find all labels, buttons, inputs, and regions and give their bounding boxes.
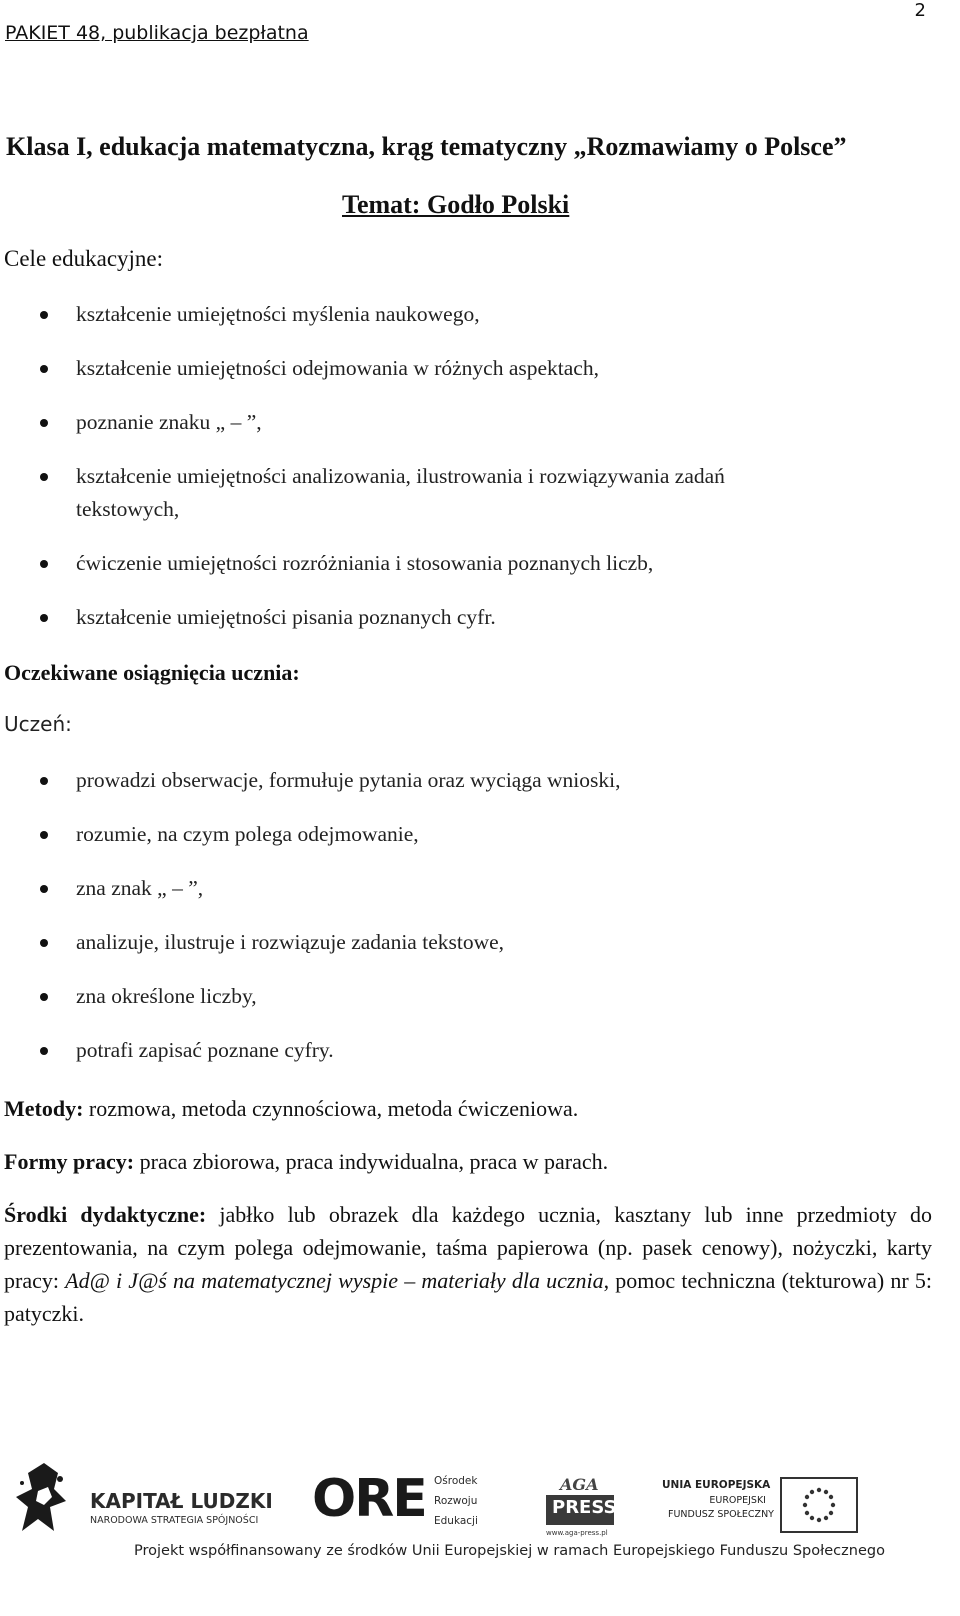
list-item-text: kształcenie umiejętności odejmowania w różnych aspektach,: [76, 356, 599, 380]
eu-flag-icon: [780, 1477, 858, 1533]
press-mark: PRESS: [552, 1497, 617, 1518]
list-item: [0, 601, 900, 634]
ore-mark: ORE: [312, 1469, 426, 1529]
ore-word-1: Ośrodek: [434, 1475, 478, 1487]
list-item: [0, 460, 900, 526]
didactic-means-text: jabłko lub obrazek dla każdego ucznia, kasztany lub inne przedmioty do prezentowania, na czym polega odejmowanie, taśma papierowa (np. pasek cenowy), nożyczki, karty pracy:: [4, 1202, 933, 1293]
kapital-ludzki-subtitle: NARODOWA STRATEGIA SPÓJNOŚCI: [90, 1515, 259, 1526]
bullet-icon: [40, 777, 48, 785]
didactic-means-text-end: , pomoc techniczna (tekturowa) nr 5: patyczki.: [4, 1268, 932, 1326]
didactic-means-paragraph: [4, 1198, 932, 1330]
work-forms-paragraph: [4, 1145, 932, 1178]
list-item: [0, 818, 900, 851]
eu-line-2: EUROPEJSKI: [709, 1495, 766, 1506]
course-title: Klasa I, edukacja matematyczna, krąg tematyczny „Rozmawiamy o Polsce”: [6, 132, 847, 161]
list-item-text: zna określone liczby,: [76, 984, 257, 1008]
bullet-icon: [40, 939, 48, 947]
bullet-icon: [40, 993, 48, 1001]
list-item: [0, 406, 900, 439]
bullet-icon: [40, 831, 48, 839]
eu-title: UNIA EUROPEJSKA: [662, 1479, 771, 1491]
list-item-text: analizuje, ilustruje i rozwiązuje zadania tekstowe,: [76, 930, 505, 954]
bullet-icon: [40, 560, 48, 568]
list-item: [0, 764, 900, 797]
work-forms-text: praca zbiorowa, praca indywidualna, praca w parach.: [134, 1149, 609, 1174]
list-item: [0, 1034, 900, 1067]
list-item-text: kształcenie umiejętności myślenia naukowego,: [76, 302, 480, 326]
list-item-text: potrafi zapisać poznane cyfry.: [76, 1038, 334, 1062]
page-number: 2: [914, 0, 926, 21]
list-item: [0, 547, 900, 580]
methods-paragraph: [4, 1092, 932, 1125]
goals-list: [0, 298, 900, 655]
footer-logos: [0, 1455, 960, 1616]
work-forms-label: Formy pracy:: [4, 1149, 135, 1174]
methods-label: Metody:: [4, 1096, 84, 1121]
list-item-text: kształcenie umiejętności analizowania, ilustrowania i rozwiązywania zadań tekstowych,: [76, 464, 725, 521]
list-item-text: poznanie znaku „ – ”,: [76, 410, 262, 434]
outcomes-heading: Oczekiwane osiągnięcia ucznia:: [4, 660, 300, 685]
eu-line-3: FUNDUSZ SPOŁECZNY: [668, 1509, 774, 1520]
press-url: www.aga-press.pl: [546, 1529, 608, 1537]
list-item: [0, 926, 900, 959]
ore-word-3: Edukacji: [434, 1515, 478, 1527]
bullet-icon: [40, 419, 48, 427]
goals-heading: Cele edukacyjne:: [4, 246, 164, 271]
list-item: [0, 872, 900, 905]
bullet-icon: [40, 365, 48, 373]
methods-text: rozmowa, metoda czynnościowa, metoda ćwiczeniowa.: [83, 1096, 579, 1121]
kapital-ludzki-icon: [14, 1461, 74, 1537]
list-item-text: ćwiczenie umiejętności rozróżniania i stosowania poznanych liczb,: [76, 551, 654, 575]
kapital-ludzki-logo: [14, 1461, 274, 1537]
list-item-text: prowadzi obserwacje, formułuje pytania oraz wyciąga wnioski,: [76, 768, 621, 792]
worksheet-title: Ad@ i J@ś na matematycznej wyspie – materiały dla ucznia: [65, 1268, 604, 1293]
list-item: [0, 352, 900, 385]
aga-press-logo: [546, 1475, 626, 1541]
kapital-ludzki-title: KAPITAŁ LUDZKI: [90, 1489, 273, 1513]
list-item-text: zna znak „ – ”,: [76, 876, 204, 900]
bullet-icon: [40, 473, 48, 481]
bullet-icon: [40, 614, 48, 622]
bullet-icon: [40, 885, 48, 893]
list-item-text: kształcenie umiejętności pisania poznanych cyfr.: [76, 605, 496, 629]
didactic-means-label: Środki dydaktyczne:: [4, 1202, 207, 1227]
bullet-icon: [40, 1047, 48, 1055]
bullet-icon: [40, 311, 48, 319]
ore-logo: [312, 1469, 512, 1539]
list-item: [0, 298, 900, 331]
aga-mark: AGA: [560, 1475, 599, 1494]
student-label: Uczeń:: [4, 712, 72, 736]
outcomes-list: [0, 764, 900, 1088]
topic-title: Temat: Godło Polski: [342, 190, 570, 219]
list-item: [0, 980, 900, 1013]
footer-caption: Projekt współfinansowany ze środków Unii Europejskiej w ramach Europejskiego Funduszu Społecznego: [134, 1543, 885, 1559]
list-item-text: rozumie, na czym polega odejmowanie,: [76, 822, 419, 846]
page-header: PAKIET 48, publikacja bezpłatna: [5, 22, 309, 44]
eu-logo: [662, 1479, 862, 1539]
ore-word-2: Rozwoju: [434, 1495, 478, 1507]
